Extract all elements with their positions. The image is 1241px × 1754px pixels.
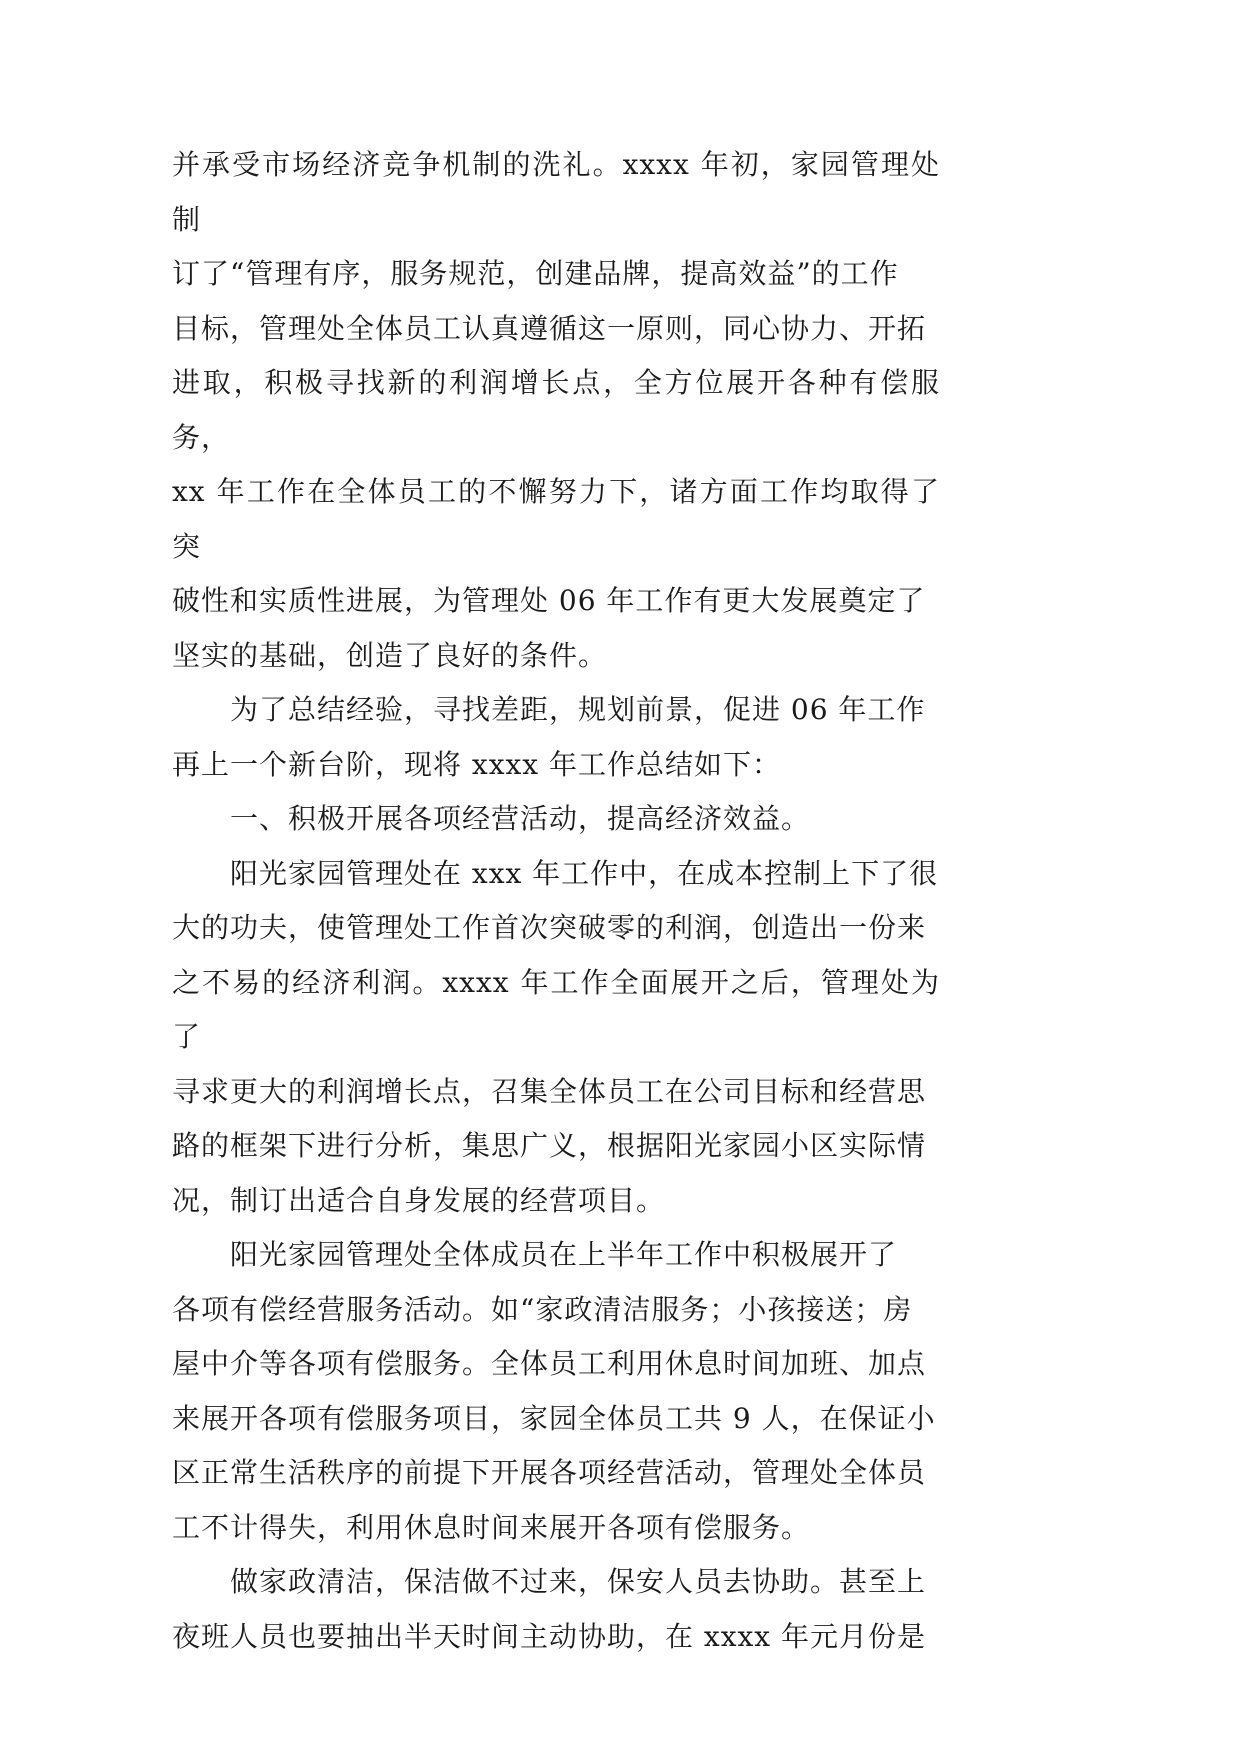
document-body <box>172 138 940 1664</box>
text-line: 一、积极开展各项经营活动，提高经济效益。 <box>230 802 811 835</box>
paragraph-2 <box>172 683 940 792</box>
paragraph-5 <box>172 1228 940 1555</box>
text-line: 目标，管理处全体员工认真遵循这一原则，同心协力、开拓 <box>172 311 927 345</box>
section-heading <box>172 792 940 847</box>
text-line: 之不易的经济利润。xxxx 年工作全面展开之后，管理处为了 <box>172 965 940 1053</box>
text-line: 坚实的基础，创造了良好的条件。 <box>172 638 608 672</box>
text-line: 阳光家园管理处在 xxx 年工作中，在成本控制上下了很 <box>230 856 939 890</box>
text-line: 路的框架下进行分析，集思广义，根据阳光家园小区实际情 <box>172 1129 927 1162</box>
text-line: 进取，积极寻找新的利润增长点，全方位展开各种有偿服务， <box>172 366 940 454</box>
text-line: 工不计得失，利用休息时间来展开各项有偿服务。 <box>172 1510 811 1544</box>
paragraph-4 <box>172 847 940 1229</box>
text-line: 各项有偿经营服务活动。如“家政清洁服务；小孩接送；房 <box>172 1292 913 1326</box>
text-line: 区正常生活秩序的前提下开展各项经营活动，管理处全体员 <box>172 1456 927 1489</box>
text-line: 来展开各项有偿服务项目，家园全体员工共 9 人，在保证小 <box>172 1401 936 1435</box>
text-line: 并承受市场经济竞争机制的洗礼。xxxx 年初，家园管理处制 <box>172 148 940 236</box>
text-line: 再上一个新台阶，现将 xxxx 年工作总结如下： <box>172 747 781 781</box>
paragraph-6 <box>172 1555 940 1664</box>
text-line: 做家政清洁，保洁做不过来，保安人员去协助。甚至上 <box>230 1565 927 1598</box>
text-line: 订了“管理有序，服务规范，创建品牌，提高效益”的工作 <box>172 257 899 290</box>
text-line: 阳光家园管理处全体成员在上半年工作中积极展开了 <box>230 1238 898 1271</box>
text-line: 寻求更大的利润增长点，召集全体员工在公司目标和经营思 <box>172 1074 927 1108</box>
text-line: 大的功夫，使管理处工作首次突破零的利润，创造出一份来 <box>172 911 927 944</box>
paragraph-1 <box>172 138 940 683</box>
text-line: 况，制订出适合自身发展的经营项目。 <box>172 1183 666 1217</box>
text-line: 屋中介等各项有偿服务。全体员工利用休息时间加班、加点 <box>172 1347 927 1380</box>
text-line: xx 年工作在全体员工的不懈努力下，诸方面工作均取得了突 <box>172 475 940 563</box>
text-line: 为了总结经验，寻找差距，规划前景，促进 06 年工作 <box>230 693 926 726</box>
text-line: 夜班人员也要抽出半天时间主动协助，在 xxxx 年元月份是 <box>172 1619 926 1653</box>
text-line: 破性和实质性进展，为管理处 06 年工作有更大发展奠定了 <box>172 584 926 617</box>
